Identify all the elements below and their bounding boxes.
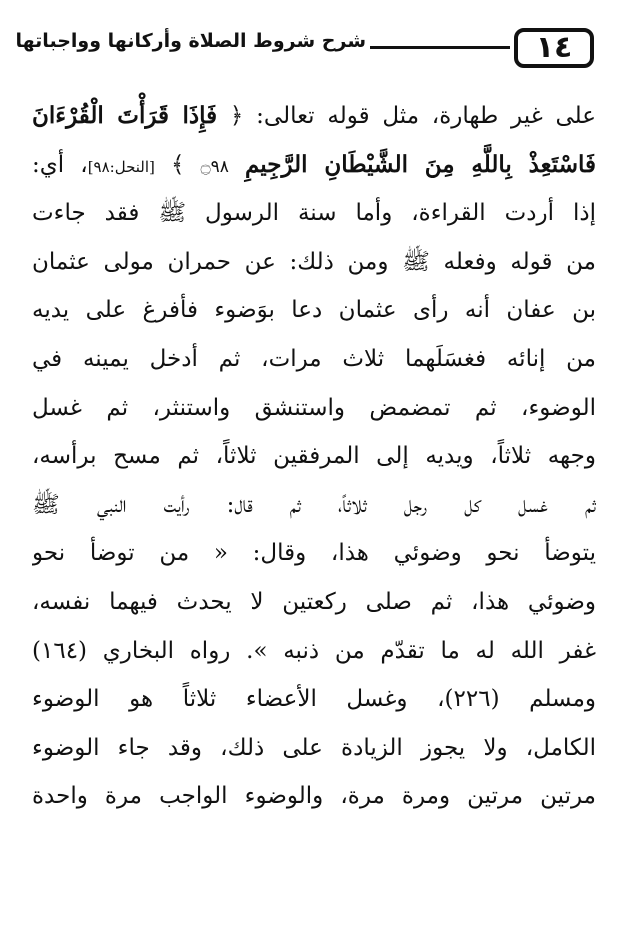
text-line: إذا أردت القراءة، وأما سنة الرسول ﷺ فقد جاءت (32, 200, 596, 227)
page-header (15, 22, 602, 76)
body-text (32, 92, 596, 821)
running-title: شرح شروط الصلاة وأركانها وواجباتها (15, 30, 366, 52)
text-line: الكامل، ولا يجوز الزيادة على ذلك، وقد جاء الوضوء (32, 734, 596, 761)
text-line (32, 92, 596, 141)
quran-citation: [النحل:٩٨] (87, 157, 155, 176)
line-text: ، أي: (32, 151, 88, 178)
line-text: على غير طهارة، مثل قوله تعالى: ﴿ (229, 103, 596, 129)
text-line: بن عفان أنه رأى عثمان دعا بوَضوء فأفرغ على يديه (32, 297, 596, 324)
text-line: من قوله وفعله ﷺ ومن ذلك: عن حمران مولى عثمان (32, 248, 596, 275)
text-line: يتوضأ نحو وضوئي هذا، وقال: « من توضأ نحو (32, 540, 596, 567)
text-line: وضوئي هذا، ثم صلى ركعتين لا يحدث فيهما نفسه، (32, 588, 596, 615)
text-line: غفر الله له ما تقدّم من ذنبه ». رواه البخاري (١٦٤) (32, 637, 596, 664)
ayah-number-mark: ۝٩٨ (200, 156, 229, 177)
page-number: ١٤ (514, 28, 594, 68)
text-line: من إنائه فغسَلَهما ثلاث مرات، ثم أدخل يمينه في (32, 345, 596, 372)
header-rule (370, 46, 510, 49)
text-line: مرتين مرتين ومرة مرة، والوضوء الواجب مرة واحدة (32, 783, 596, 810)
quran-verse: فَإِذَا قَرَأْتَ الْقُرْءَانَ (32, 102, 218, 129)
quran-verse: فَاسْتَعِذْ بِاللَّهِ مِنَ الشَّيْطَانِ الرَّجِيمِ (244, 150, 596, 178)
text-line: ومسلم (٢٢٦)، وغسل الأعضاء ثلاثاً هو الوضوء (32, 686, 596, 713)
text-line: وجهه ثلاثاً، ويديه إلى المرفقين ثلاثاً، ثم مسح برأسه، (32, 443, 596, 470)
text-line (32, 141, 596, 190)
quran-close-bracket: ﴾ (171, 151, 185, 178)
text-line: الوضوء، ثم تمضمض واستنشق واستنثر، ثم غسل (32, 394, 596, 421)
text-line: ثم غسل كل رجل ثلاثاً، ثم قال: رأيت النبي ﷺ (32, 491, 596, 518)
